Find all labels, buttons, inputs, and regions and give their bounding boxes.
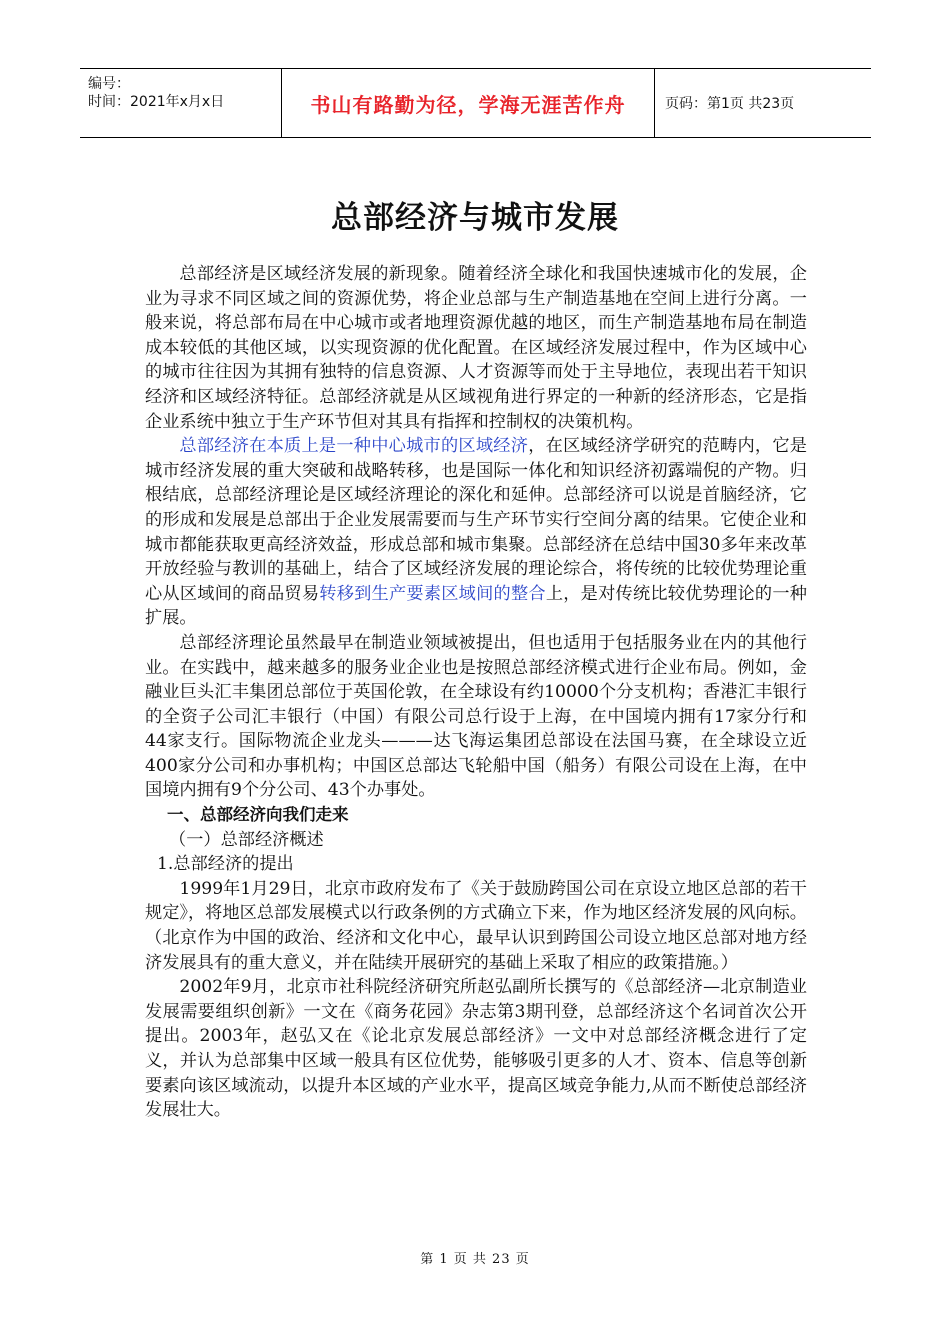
number-label: 编号：: [88, 76, 130, 92]
document-body: [145, 262, 807, 1123]
header-motto: 书山有路勤为径，学海无涯苦作舟: [282, 69, 655, 137]
link-text-1[interactable]: 总部经济在本质上是一种中心城市的区域经济: [179, 436, 529, 457]
link-text-2[interactable]: 转移到生产要素区域间的整合: [319, 583, 546, 604]
subsection-heading: （一）总部经济概述: [169, 829, 324, 850]
paragraph-5: 2002年9月，北京市社科院经济研究所赵弘副所长撰写的《总部经济—北京制造业发展需要组织创新》一文在《商务花园》杂志第3期刊登，总部经济这个名词首次公开提出。2003年，赵弘又在《论北京发展总部经济》一文中对总部经济概念进行了定义，并认为总部集中区域一般具有区位优势，能够吸引更多的人才、资本、信息等创新要素向该区域流动，以提升本区域的产业水平，提高区域竞争能力,从而不断使总部经济发展壮大。: [145, 977, 807, 1121]
paragraph-2: [145, 434, 807, 631]
header-page-info: 页码：第1页 共23页: [665, 96, 795, 112]
header-table: [80, 68, 871, 138]
section-heading-1: 一、总部经济向我们走来: [167, 805, 349, 825]
paragraph-2-end: 上，是对传统比较优势理论的一种扩展。: [145, 583, 807, 629]
date-label: 时间：2021年x月x日: [88, 94, 225, 110]
subsubsection-heading: 1.总部经济的提出: [157, 854, 294, 875]
header-meta: [80, 69, 282, 137]
document-title: 总部经济与城市发展: [331, 200, 619, 236]
paragraph-4: 1999年1月29日，北京市政府发布了《关于鼓励跨国公司在京设立地区总部的若干规定》，将地区总部发展模式以行政条例的方式确立下来，作为地区经济发展的风向标。（北京作为中国的政治、经济和文化中心，最早认识到跨国公司设立地区总部对地方经济发展具有的重大意义，并在陆续开展研究的基础上采取了相应的政策措施。）: [145, 878, 807, 973]
paragraph-1: 总部经济是区域经济发展的新现象。随着经济全球化和我国快速城市化的发展，企业为寻求不同区域之间的资源优势，将企业总部与生产制造基地在空间上进行分离。一般来说，将总部布局在中心城市或者地理资源优越的地区，而生产制造基地布局在制造成本较低的其他区域，以实现资源的优化配置。在区域经济发展过程中，作为区域中心的城市往往因为其拥有独特的信息资源、人才资源等而处于主导地位，表现出若干知识经济和区域经济特征。总部经济就是从区域视角进行界定的一种新的经济形态，它是指企业系统中独立于生产环节但对其具有指挥和控制权的决策机构。: [145, 264, 807, 432]
page-footer: 第 1 页 共 23 页: [420, 1252, 530, 1267]
paragraph-3: 总部经济理论虽然最早在制造业领域被提出，但也适用于包括服务业在内的其他行业。在实践中，越来越多的服务业企业也是按照总部经济模式进行企业布局。例如，金融业巨头汇丰集团总部位于英国伦敦，在全球设有约10000个分支机构；香港汇丰银行的全资子公司汇丰银行（中国）有限公司总行设于上海，在中国境内拥有17家分行和44家支行。国际物流企业龙头———达飞海运集团总部设在法国马赛，在全球设立近400家分公司和办事机构；中国区总部达飞轮船中国（船务）有限公司设在上海，在中国境内拥有9个分公司、43个办事处。: [145, 632, 807, 801]
paragraph-2-mid: ，在区域经济学研究的范畴内，它是城市经济发展的重大突破和战略转移，也是国际一体化和知识经济初露端倪的产物。归根结底，总部经济理论是区域经济理论的深化和延伸。总部经济可以说是首脑经济，它的形成和发展是总部出于企业发展需要而与生产环节实行空间分离的结果。它使企业和城市都能获取更高经济效益，形成总部和城市集聚。总部经济在总结中国30多年来改革开放经验与教训的基础上，结合了区域经济发展的理论综合，将传统的比较优势理论重心从区域间的商品贸易: [145, 436, 807, 604]
